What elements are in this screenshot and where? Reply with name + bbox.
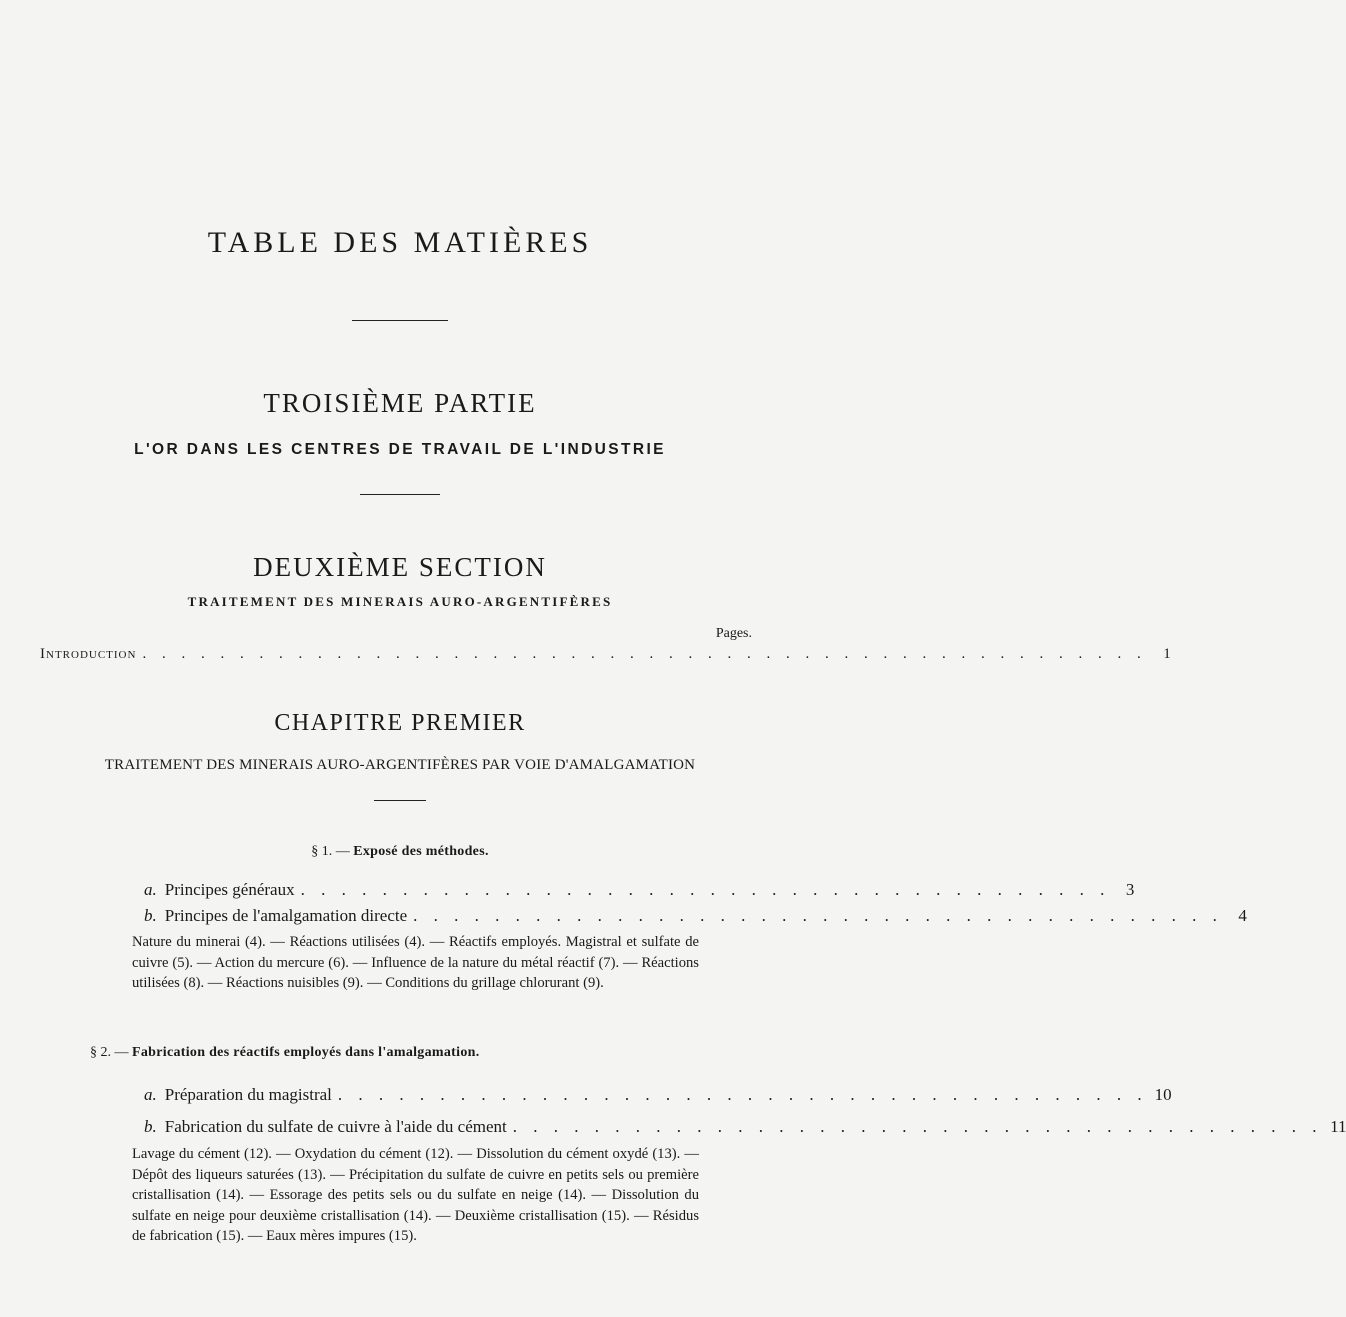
- toc-entry-letter: b.: [144, 1117, 157, 1136]
- section-subtitle: TRAITEMENT DES MINERAIS AURO-ARGENTIFÈRES: [187, 594, 613, 609]
- paragraph-heading: [90, 1045, 480, 1061]
- toc-entry-label: Principes généraux: [164, 880, 295, 899]
- toc-entry-label: Préparation du magistral: [164, 1085, 332, 1104]
- section-title: DEUXIÈME SECTION: [253, 552, 547, 582]
- toc-entry-letter: a.: [144, 880, 157, 899]
- divider: [374, 800, 426, 801]
- leader-dots: . . . . . . . . . . . . . . . . . . . . . . . . . . . . . . . . . . . . . . . . . . . . . . . . . . . .: [142, 646, 1147, 662]
- chapter-title: CHAPITRE PREMIER: [274, 710, 526, 736]
- toc-entry-label: Fabrication du sulfate de cuivre à l'aide du cément: [164, 1117, 507, 1136]
- leader-dots: . . . . . . . . . . . . . . . . . . . . . . . . . . . . . . . . . . . . . . . .: [512, 1117, 1323, 1136]
- toc-entry-label: Introduction: [40, 646, 137, 662]
- leader-dots: . . . . . . . . . . . . . . . . . . . . . . . . . . . . . . . . . . . . . . . .: [337, 1085, 1148, 1104]
- leader-dots: . . . . . . . . . . . . . . . . . . . . . . . . . . . . . . . . . . . . . . . .: [413, 906, 1223, 925]
- page-title: TABLE DES MATIÈRES: [207, 226, 593, 259]
- paragraph-number: § 1. —: [311, 844, 350, 859]
- paragraph-heading: [0, 844, 800, 860]
- toc-entry: [144, 906, 1247, 926]
- toc-entry-introduction: [40, 646, 1171, 663]
- divider: [360, 494, 440, 495]
- toc-entry: [144, 880, 1135, 900]
- paragraph-number: § 2. —: [90, 1045, 129, 1060]
- toc-entry-letter: a.: [144, 1085, 157, 1104]
- toc-entry: [144, 1117, 1346, 1137]
- toc-entry-page: 11: [1330, 1117, 1346, 1136]
- part-subtitle: L'OR DANS LES CENTRES DE TRAVAIL DE L'INDUSTRIE: [134, 441, 666, 458]
- pages-column-label: Pages.: [715, 626, 752, 641]
- divider: [352, 320, 448, 321]
- chapter-subtitle: TRAITEMENT DES MINERAIS AURO-ARGENTIFÈRES PAR VOIE D'AMALGAMATION: [104, 757, 696, 773]
- toc-entry-page: 3: [1125, 880, 1135, 899]
- paragraph-title: Exposé des méthodes.: [353, 844, 489, 859]
- toc-entry-page: 1: [1163, 646, 1171, 662]
- leader-dots: . . . . . . . . . . . . . . . . . . . . . . . . . . . . . . . . . . . . . . . .: [300, 880, 1111, 899]
- part-title: TROISIÈME PARTIE: [263, 388, 537, 418]
- entry-description: Nature du minerai (4). — Réactions utilisées (4). — Réactifs employés. Magistral et sulfate de cuivre (5). — Action du mercure (6). — Influence de la nature du métal réactif (7). — Réactions utilisées (8). — Réactions nuisibles (9). — Conditions du grillage chlorurant (9).: [132, 934, 699, 991]
- toc-entry: [144, 1085, 1172, 1105]
- toc-entry-page: 4: [1238, 906, 1247, 925]
- toc-entry-letter: b.: [144, 906, 157, 925]
- entry-description: Lavage du cément (12). — Oxydation du cément (12). — Dissolution du cément oxydé (13). — Dépôt des liqueurs saturées (13). — Précipitation du sulfate de cuivre en petits sels ou première cristallisation (14). — Essorage des petits sels ou du sulfate en neige (14). — Dissolution du sulfate en neige pour deuxième cristallisation (14). — Deuxième cristallisation (15). — Résidus de fabrication (15). — Eaux mères impures (15).: [132, 1146, 699, 1244]
- paragraph-title: Fabrication des réactifs employés dans l'amalgamation.: [132, 1045, 480, 1060]
- toc-entry-label: Principes de l'amalgamation directe: [164, 906, 408, 925]
- toc-entry-page: 10: [1154, 1085, 1172, 1104]
